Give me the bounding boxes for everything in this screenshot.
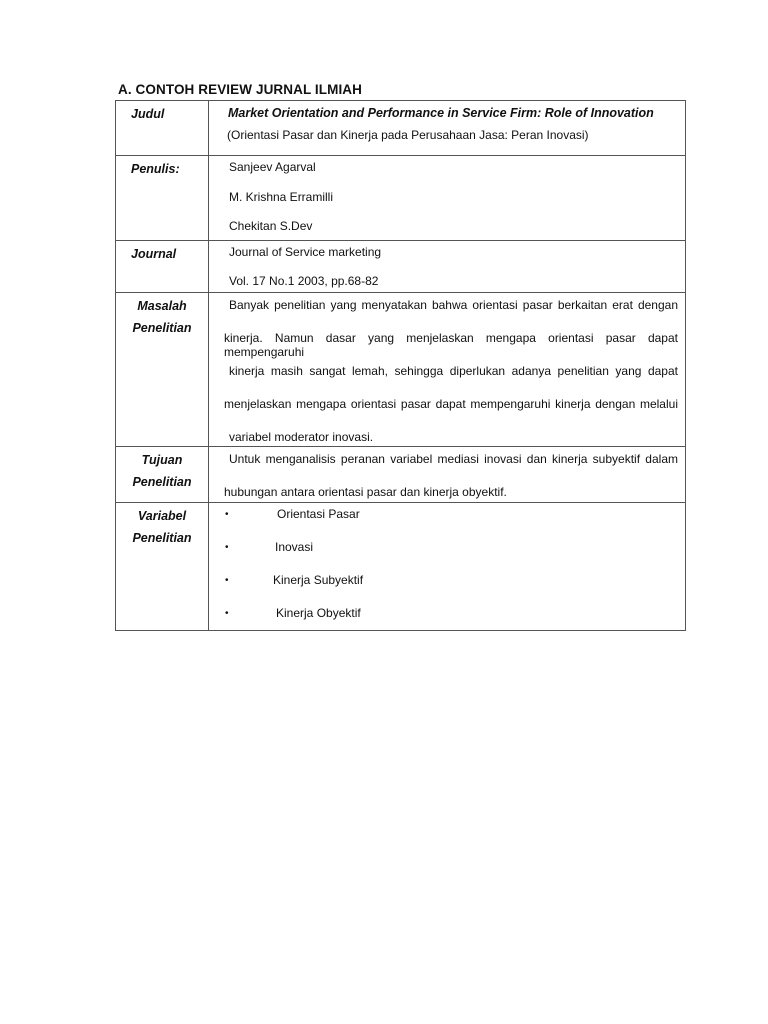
bullet-icon: •: [225, 575, 229, 586]
label-variabel: [116, 503, 208, 549]
label-tujuan-line2: Penelitian: [132, 475, 192, 489]
label-cell-journal: [116, 241, 209, 293]
row-tujuan: [116, 447, 686, 503]
label-variabel-line1: Variabel: [137, 509, 187, 523]
tujuan-paragraph: [209, 447, 685, 502]
label-masalah-line1: Masalah: [137, 299, 187, 313]
bullet-icon: •: [225, 608, 229, 619]
journal-title: Market Orientation and Performance in Service Firm: Role of Innovation: [228, 106, 654, 120]
value-cell-variabel: [209, 503, 686, 631]
value-cell-journal: [209, 241, 686, 293]
bullet-icon: •: [225, 542, 229, 553]
label-cell-masalah: [116, 293, 209, 447]
row-penulis: [116, 156, 686, 241]
row-masalah: [116, 293, 686, 447]
value-cell-penulis: [209, 156, 686, 241]
author-name: Sanjeev Agarval: [229, 160, 316, 174]
variable-name: Inovasi: [275, 540, 314, 554]
label-tujuan-line1: Tujuan: [141, 453, 183, 467]
label-masalah-line2: Penelitian: [132, 321, 192, 335]
paragraph-line: hubungan antara orientasi pasar dan kinerja obyektif.: [224, 485, 507, 499]
document-heading: A. CONTOH REVIEW JURNAL ILMIAH: [118, 82, 363, 97]
author-name: Chekitan S.Dev: [229, 219, 313, 233]
list-item: [209, 507, 685, 540]
label-variabel-line2: Penelitian: [132, 531, 192, 545]
row-variabel: [116, 503, 686, 631]
variable-name: Kinerja Subyektif: [273, 573, 364, 587]
paragraph-line: Banyak penelitian yang menyatakan bahwa orientasi pasar berkaitan erat dengan: [229, 298, 678, 312]
journal-name: Journal of Service marketing: [229, 245, 382, 259]
label-cell-penulis: [116, 156, 209, 241]
label-cell-judul: [116, 101, 209, 156]
masalah-paragraph: [209, 293, 685, 446]
bullet-icon: •: [225, 509, 229, 520]
label-cell-variabel: [116, 503, 209, 631]
variable-list: [209, 503, 685, 630]
value-cell-tujuan: [209, 447, 686, 503]
value-cell-masalah: [209, 293, 686, 447]
variable-name: Orientasi Pasar: [277, 507, 360, 521]
paragraph-line: kinerja. Namun dasar yang menjelaskan mengapa orientasi pasar dapat mempengaruhi: [224, 331, 678, 359]
review-table: [115, 100, 686, 631]
row-journal: [116, 241, 686, 293]
label-cell-tujuan: [116, 447, 209, 503]
label-judul: Judul: [131, 107, 165, 121]
paragraph-line: variabel moderator inovasi.: [229, 430, 374, 444]
row-judul: [116, 101, 686, 156]
paragraph-line: menjelaskan mengapa orientasi pasar dapat mempengaruhi kinerja dengan melalui: [224, 397, 678, 411]
paragraph-line: Untuk menganalisis peranan variabel mediasi inovasi dan kinerja subyektif dalam: [229, 452, 678, 466]
list-item: [209, 606, 685, 630]
journal-volume: Vol. 17 No.1 2003, pp.68-82: [229, 274, 379, 288]
label-penulis: Penulis:: [131, 162, 180, 176]
paragraph-line: kinerja masih sangat lemah, sehingga diperlukan adanya penelitian yang dapat: [229, 364, 678, 378]
list-item: [209, 573, 685, 606]
list-item: [209, 540, 685, 573]
label-journal: Journal: [131, 247, 177, 261]
label-tujuan: [116, 447, 208, 493]
author-list: [209, 156, 685, 240]
variable-name: Kinerja Obyektif: [276, 606, 361, 620]
value-cell-judul: [209, 101, 686, 156]
journal-title-translation: (Orientasi Pasar dan Kinerja pada Perusahaan Jasa: Peran Inovasi): [227, 128, 589, 142]
author-name: M. Krishna Erramilli: [229, 190, 334, 204]
label-masalah: [116, 293, 208, 339]
